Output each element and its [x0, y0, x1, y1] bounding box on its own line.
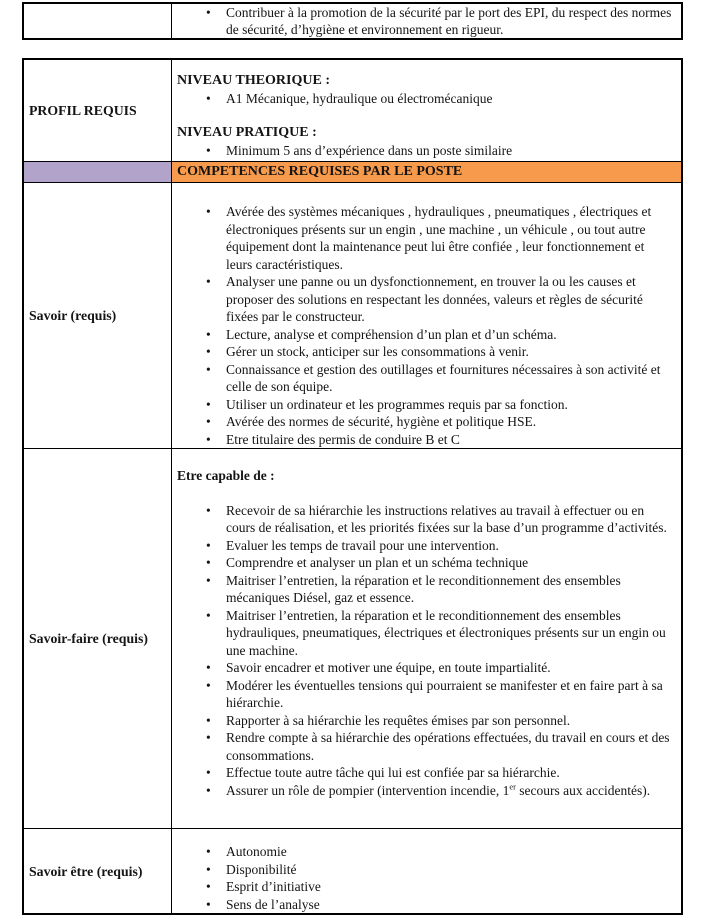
bullet-item: • A1 Mécanique, hydraulique ou électromécanique [205, 90, 673, 108]
bullet-item: • Maitriser l’entretien, la réparation et le reconditionnement des ensembles hydrauliques, pneumatiques, électriques et électroniques présents sur un engin ou une machine. [205, 607, 673, 660]
bullet-item: • Avérée des systèmes mécaniques , hydrauliques , pneumatiques , électriques et électroniques présents sur un engin , une machine , un véhicule , ou tout autre équipement dont la maintenance peut lui être confiée , leur fonctionnement et leurs caractéristiques. [205, 203, 673, 273]
bullet-item: • Avérée des normes de sécurité, hygiène et politique HSE. [205, 413, 673, 431]
savoir-row [23, 183, 682, 449]
profil-row [23, 59, 682, 162]
competences-orange-cell [172, 162, 683, 183]
bullet-item: • Rendre compte à sa hiérarchie des opérations effectuées, du travail en cours et des consommations. [205, 729, 673, 764]
bullet-item: • Savoir encadrer et motiver une équipe, en toute impartialité. [205, 659, 673, 677]
savoir-bullet-list [172, 203, 681, 448]
savoir-faire-bullet-list [172, 502, 681, 800]
savoir-etre-label-cell: Savoir être (requis) [23, 829, 172, 915]
intro-row [23, 3, 682, 39]
bullet-item: • Disponibilité [205, 861, 673, 879]
bullet-item: • Maitriser l’entretien, la réparation et le reconditionnement des ensembles mécaniques Diésel, gaz et essence. [205, 572, 673, 607]
bullet-item: • Analyser une panne ou un dysfonctionnement, en trouver la ou les causes et proposer des solutions en respectant les données, valeurs et règles de sécurité fixées par le constructeur. [205, 273, 673, 326]
bullet-item: • Evaluer les temps de travail pour une intervention. [205, 537, 673, 555]
niveau-theorique-list [172, 90, 681, 108]
savoir-etre-bullet-list [172, 843, 681, 913]
savoir-faire-label-cell: Savoir-faire (requis) [23, 449, 172, 829]
savoir-label-cell: Savoir (requis) [23, 183, 172, 449]
savoir-faire-row [23, 449, 682, 829]
niveau-pratique-list [172, 142, 681, 160]
niveau-theorique-heading: NIVEAU THEORIQUE : [177, 73, 330, 88]
bullet-item: • Autonomie [205, 843, 673, 861]
competences-header-text: COMPETENCES REQUISES PAR LE POSTE [177, 164, 463, 179]
bullet-item: • Rapporter à sa hiérarchie les requêtes émises par son personnel. [205, 712, 673, 730]
profil-label-cell: PROFIL REQUIS [23, 59, 172, 162]
intro-bullet-list [172, 4, 681, 38]
bullet-item: • Gérer un stock, anticiper sur les consommations à venir. [205, 343, 673, 361]
bullet-item: • Assurer un rôle de pompier (intervention incendie, 1er secours aux accidentés). [205, 782, 673, 800]
savoir-content-cell [172, 183, 683, 449]
bullet-item: • Utiliser un ordinateur et les programmes requis par sa fonction. [205, 396, 673, 414]
bullet-item: • Esprit d’initiative [205, 878, 673, 896]
bullet-item: • Sens de l’analyse [205, 896, 673, 914]
intro-content-cell [172, 3, 683, 39]
savoir-etre-content-cell [172, 829, 683, 915]
bullet-item: • Effectue toute autre tâche qui lui est confiée par sa hiérarchie. [205, 764, 673, 782]
competences-table [22, 58, 683, 915]
profil-content-cell [172, 59, 683, 162]
bullet-item: • Recevoir de sa hiérarchie les instructions relatives au travail à effectuer ou en cours de réalisation, et les priorités fixées sur la base d’un programme d’activités. [205, 502, 673, 537]
blank-line [172, 485, 681, 502]
bullet-item: • Lecture, analyse et compréhension d’un plan et d’un schéma. [205, 326, 673, 344]
etre-capable-heading: Etre capable de : [177, 468, 275, 483]
bullet-item: • Etre titulaire des permis de conduire B et C [205, 431, 673, 449]
bullet-item: • Modérer les éventuelles tensions qui pourraient se manifester et en faire part à sa hiérarchie. [205, 677, 673, 712]
savoir-etre-row [23, 829, 682, 915]
intro-table [22, 2, 683, 40]
competences-purple-cell [23, 162, 172, 183]
bullet-item: • Minimum 5 ans d’expérience dans un poste similaire [205, 142, 673, 160]
bullet-item: • Contribuer à la promotion de la sécurité par le port des EPI, du respect des normes de sécurité, d’hygiène et environnement en rigueur. [205, 5, 673, 38]
bullet-item: • Comprendre et analyser un plan et un schéma technique [205, 554, 673, 572]
savoir-faire-content-cell [172, 449, 683, 829]
competences-header-row [23, 162, 682, 183]
bullet-item: • Connaissance et gestion des outillages et fournitures nécessaires à son activité et celle de son équipe. [205, 361, 673, 396]
intro-label-cell [23, 3, 172, 39]
niveau-pratique-heading: NIVEAU PRATIQUE : [177, 125, 317, 140]
